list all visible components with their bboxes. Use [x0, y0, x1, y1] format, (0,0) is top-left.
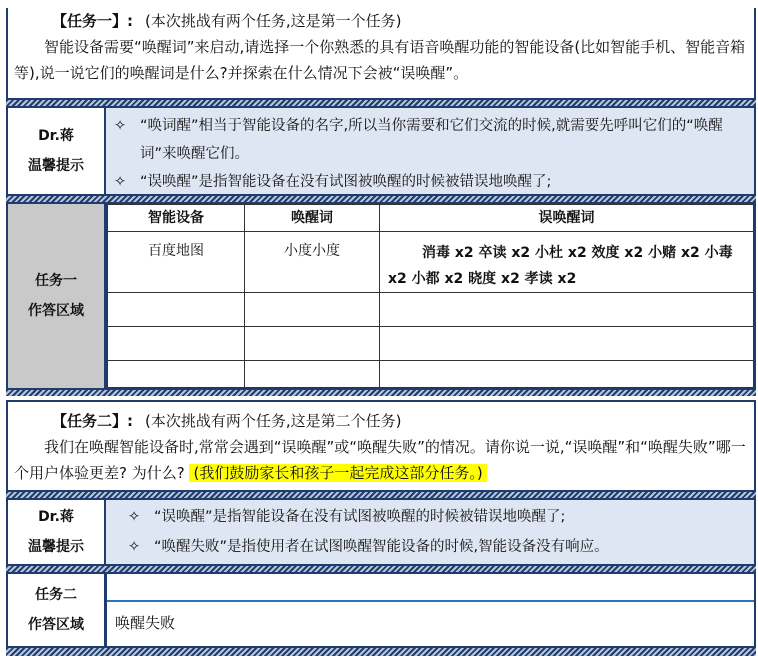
answer1-table [107, 204, 754, 388]
diamond-bullet-icon: ✧ [114, 174, 127, 190]
task2-title: 【任务二】: [52, 412, 133, 430]
answer1-label: 任务一 作答区域 [8, 204, 107, 388]
hint1-item: ✧ “唤词醒”相当于智能设备的名字,所以当你需要和它们交流的时候,就需要先呼叫它们的“唤醒词”来唤醒它们。 [114, 112, 748, 168]
answer2-section [6, 572, 756, 648]
table-row [108, 327, 754, 361]
task2-description: 我们在唤醒智能设备时,常常会遇到“误唤醒”或“唤醒失败”的情况。请你说一说,“误唤醒”和“唤醒失败”哪一个用户体验更差? 为什么? [14, 438, 746, 482]
table-row [108, 361, 754, 388]
table-header: 唤醒词 [245, 205, 380, 232]
table-cell[interactable] [108, 361, 245, 388]
answer2-label: 任务二 作答区域 [8, 574, 107, 646]
table-header: 智能设备 [108, 205, 245, 232]
table-cell[interactable]: 小度小度 [245, 232, 380, 293]
hint1-label: Dr.蒋 温馨提示 [8, 108, 106, 194]
answer2-field[interactable] [107, 574, 754, 646]
table-cell[interactable] [108, 327, 245, 361]
table-cell[interactable] [245, 327, 380, 361]
diamond-bullet-icon: ✧ [114, 118, 127, 134]
table-cell[interactable] [245, 293, 380, 327]
table-cell[interactable] [108, 293, 245, 327]
table-header: 误唤醒词 [380, 205, 754, 232]
diamond-bullet-icon: ✧ [128, 539, 141, 555]
table-cell[interactable] [380, 293, 754, 327]
task1-subtitle: (本次挑战有两个任务,这是第一个任务) [145, 12, 402, 30]
divider [6, 390, 756, 396]
hint1-section [6, 106, 756, 196]
answer2-value[interactable]: 唤醒失败 [115, 614, 176, 632]
divider [6, 648, 756, 656]
diamond-bullet-icon: ✧ [128, 509, 141, 525]
hint2-item: ✧ “误唤醒”是指智能设备在没有试图被唤醒的时候被错误地唤醒了; [128, 502, 748, 532]
hint2-label: Dr.蒋 温馨提示 [8, 500, 106, 564]
table-cell[interactable] [245, 361, 380, 388]
hint1-item: ✧ “误唤醒”是指智能设备在没有试图被唤醒的时候被错误地唤醒了; [114, 168, 748, 196]
hint2-item: ✧ “唤醒失败”是指使用者在试图唤醒智能设备的时候,智能设备没有响应。 [128, 532, 748, 562]
task2-subtitle: (本次挑战有两个任务,这是第二个任务) [145, 412, 402, 430]
table-cell[interactable] [380, 361, 754, 388]
task1-section [6, 8, 756, 100]
task1-description: 智能设备需要“唤醒词”来启动,请选择一个你熟悉的具有语音唤醒功能的智能设备(比如智能手机、智能音箱等),说一说它们的唤醒词是什么?并探索在什么情况下会被“误唤醒”。 [14, 38, 746, 82]
table-row [108, 293, 754, 327]
table-row [108, 232, 754, 293]
answer1-section [6, 202, 756, 390]
table-cell[interactable]: 百度地图 [108, 232, 245, 293]
divider [107, 600, 754, 602]
task1-title: 【任务一】: [52, 12, 133, 30]
task2-section [6, 400, 756, 492]
table-cell[interactable] [380, 327, 754, 361]
task2-highlight-note: (我们鼓励家长和孩子一起完成这部分任务。) [189, 464, 486, 482]
hint2-section [6, 498, 756, 566]
table-cell[interactable]: 消毒 x2 卒读 x2 小杜 x2 效度 x2 小赌 x2 小毒 x2 小都 x2 晓度 x2 孝读 x2 [380, 232, 754, 293]
